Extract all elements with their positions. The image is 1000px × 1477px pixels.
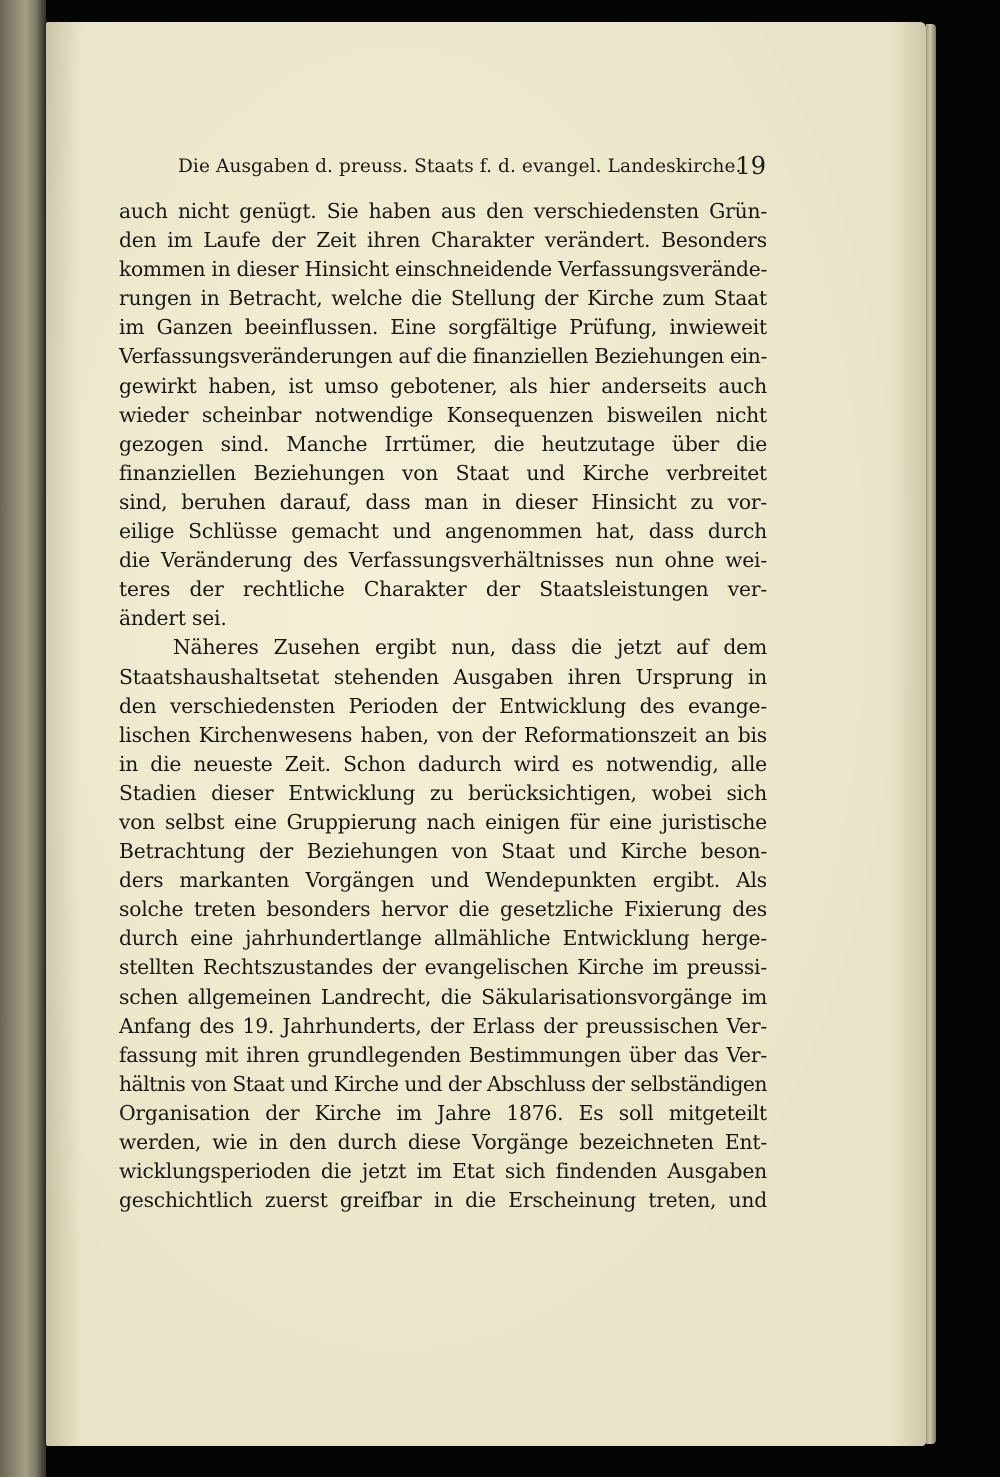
text-line: auch nicht genügt. Sie haben aus den verschiedensten Grün-: [119, 199, 767, 223]
paragraph-1: [119, 197, 767, 633]
text-line: gewirkt haben, ist umso gebotener, als hier anderseits auch: [119, 373, 767, 398]
text-line: wicklungsperioden die jetzt im Etat sich findenden Ausgaben: [119, 1159, 767, 1184]
text-line: hältnis von Staat und Kirche und der Abschluss der selbständigen: [119, 1071, 767, 1096]
text-line: solche treten besonders hervor die gesetzliche Fixierung des: [119, 897, 767, 922]
text-line: Staatshaushaltsetat stehenden Ausgaben ihren Ursprung in: [119, 664, 767, 689]
text-line: Verfassungsveränderungen auf die finanziellen Beziehungen ein-: [119, 344, 767, 369]
page-fore-edge: [926, 24, 936, 1444]
text-line: Organisation der Kirche im Jahre 1876. Es soll mitgeteilt: [119, 1100, 767, 1125]
text-line: rungen in Betracht, welche die Stellung der Kirche zum Staat: [119, 286, 767, 311]
page-number: 19: [735, 152, 766, 180]
text-line: fassung mit ihren grundlegenden Bestimmungen über das Ver-: [119, 1042, 767, 1067]
text-line: sind, beruhen darauf, dass man in dieser Hinsicht zu vor-: [119, 489, 767, 514]
body-text: [119, 197, 767, 1215]
text-line: ändert sei.: [119, 606, 227, 631]
paragraph-2: [119, 633, 767, 1215]
text-line: gezogen sind. Manche Irrtümer, die heutzutage über die: [119, 431, 767, 456]
text-line: von selbst eine Gruppierung nach einigen für eine juristische: [119, 809, 767, 834]
text-line: kommen in dieser Hinsicht einschneidende Verfassungsverände-: [119, 257, 767, 282]
text-line: in die neueste Zeit. Schon dadurch wird es notwendig, alle: [119, 751, 767, 776]
text-line: Näheres Zusehen ergibt nun, dass die jetzt auf dem: [173, 635, 767, 660]
running-title: Die Ausgaben d. preuss. Staats f. d. evangel. Landeskirche.: [178, 156, 742, 177]
text-line: den im Laufe der Zeit ihren Charakter verändert. Besonders: [119, 228, 767, 253]
text-line: wieder scheinbar notwendige Konsequenzen bisweilen nicht: [119, 402, 767, 427]
text-line: werden, wie in den durch diese Vorgänge bezeichneten Ent-: [119, 1130, 767, 1154]
text-line: im Ganzen beeinflussen. Eine sorgfältige Prüfung, inwieweit: [119, 315, 767, 340]
text-line: finanziellen Beziehungen von Staat und Kirche verbreitet: [119, 460, 767, 485]
text-line: geschichtlich zuerst greifbar in die Erscheinung treten, und: [119, 1188, 767, 1213]
text-line: durch eine jahrhundertlange allmähliche Entwicklung herge-: [119, 926, 767, 951]
text-line: die Veränderung des Verfassungsverhältnisses nun ohne wei-: [119, 548, 767, 573]
text-line: teres der rechtliche Charakter der Staatsleistungen ver-: [119, 577, 767, 602]
text-line: den verschiedensten Perioden der Entwicklung des evange-: [119, 693, 767, 718]
text-line: Anfang des 19. Jahrhunderts, der Erlass der preussischen Ver-: [119, 1013, 767, 1038]
text-line: eilige Schlüsse gemacht und angenommen hat, dass durch: [119, 519, 767, 544]
previous-page-edge: [0, 0, 46, 1477]
text-line: lischen Kirchenwesens haben, von der Reformationszeit an bis: [119, 722, 767, 747]
text-line: Betrachtung der Beziehungen von Staat und Kirche beson-: [119, 839, 767, 864]
text-line: Stadien dieser Entwicklung zu berücksichtigen, wobei sich: [119, 780, 767, 805]
running-head: [130, 150, 766, 190]
text-line: schen allgemeinen Landrecht, die Säkularisationsvorgänge im: [119, 984, 767, 1009]
text-line: stellten Rechtszustandes der evangelischen Kirche im preussi-: [119, 955, 767, 980]
text-line: ders markanten Vorgängen und Wendepunkten ergibt. Als: [119, 868, 767, 893]
